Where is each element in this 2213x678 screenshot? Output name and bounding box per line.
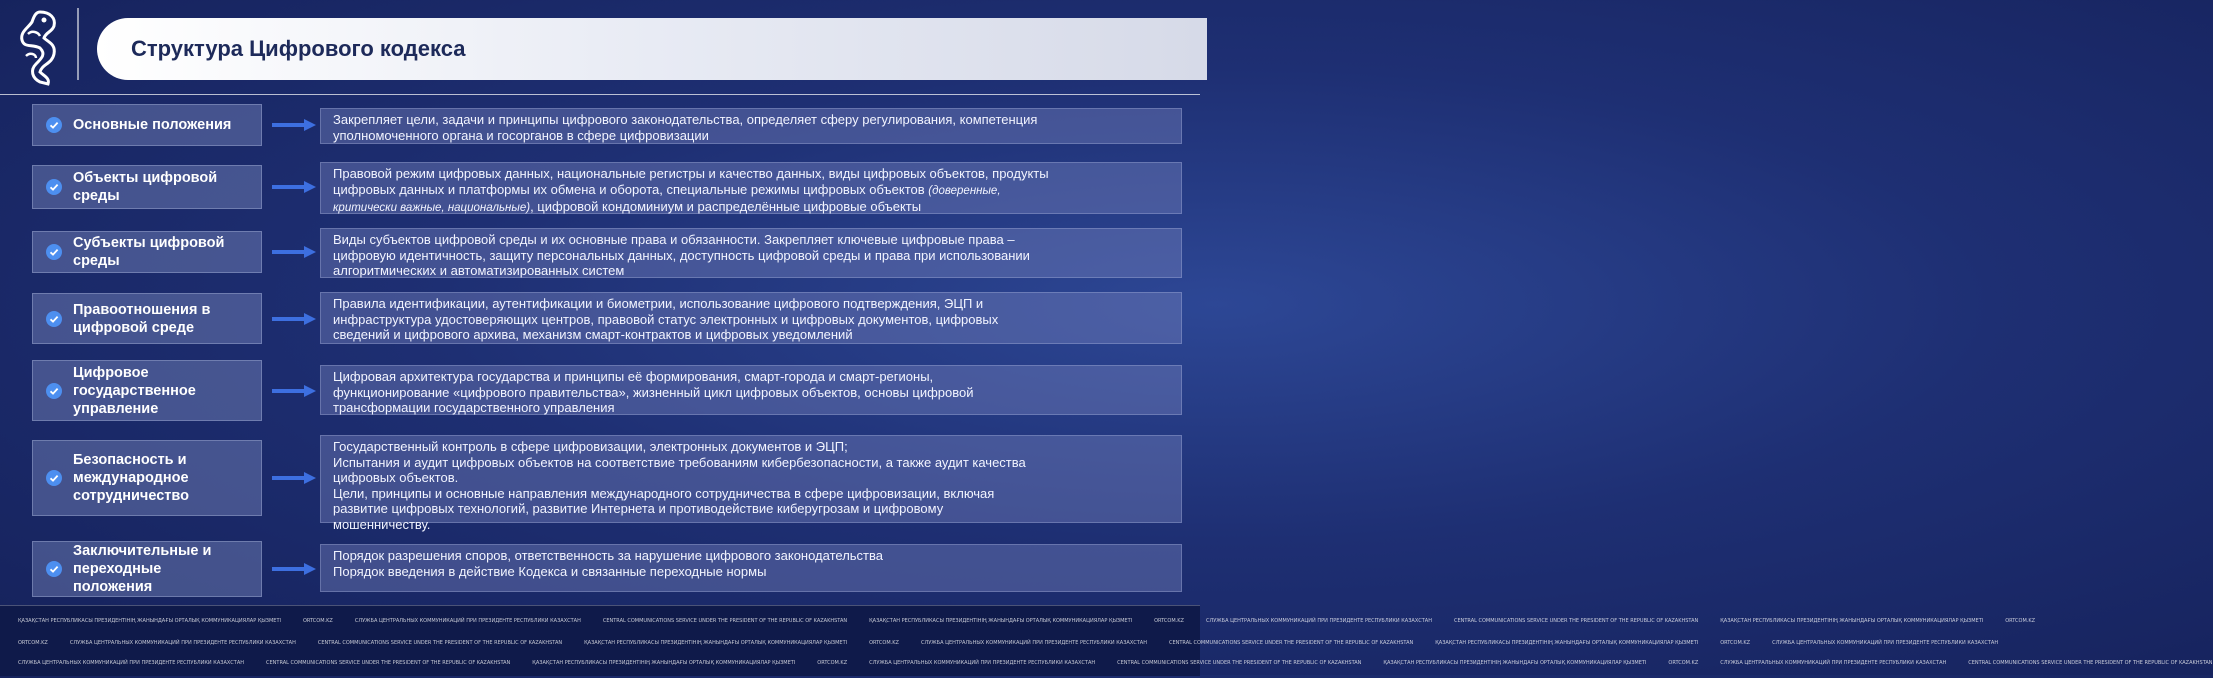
footer-watermark-text: ҚАЗАҚСТАН РЕСПУБЛИКАСЫ ПРЕЗИДЕНТІНІҢ ЖАНЫНДАҒЫ ОРТАЛЫҚ КОММУНИКАЦИЯЛАР ҚЫЗМЕТІ xyxy=(869,618,1133,624)
header-rule xyxy=(0,94,1200,95)
footer-line xyxy=(0,640,1999,658)
description-italic-start: (доверенные, xyxy=(928,184,1001,197)
description-line: мошенничеству. xyxy=(333,516,431,532)
footer-watermark-text: СЛУЖБА ЦЕНТРАЛЬНЫХ КОММУНИКАЦИЙ ПРИ ПРЕЗИДЕНТЕ РЕСПУБЛИКИ КАЗАХСТАН xyxy=(1205,618,1432,624)
check-circle-icon xyxy=(46,179,62,195)
footer-watermark-text: ORTCOM.KZ xyxy=(2005,618,2036,624)
description-line: сведений и цифрового архива, механизм смарт-контрактов и цифровых уведомлений xyxy=(333,327,853,342)
description-line: уполномоченного органа и госорганов в сфере цифровизации xyxy=(333,127,709,143)
description-line: цифровых данных и платформы их обмена и оборота, специальные режимы цифровых объектов (доверенные, xyxy=(333,181,1001,197)
section-description xyxy=(320,108,1182,144)
check-circle-icon xyxy=(46,117,62,133)
section-label: Субъекты цифровой среды xyxy=(73,235,225,269)
section-label: Заключительные и переходные положения xyxy=(73,543,212,595)
footer-watermark-text: ORTCOM.KZ xyxy=(1668,660,1699,666)
description-line: Испытания и аудит цифровых объектов на соответствие требованиям кибербезопасности, а также аудит качества xyxy=(333,454,1026,470)
arrow-right-icon xyxy=(272,563,316,575)
header-divider xyxy=(77,8,79,80)
description-line-end: , цифровой кондоминиум и распределённые цифровые объекты xyxy=(530,199,922,214)
page-title: Структура Цифрового кодекса xyxy=(131,36,466,61)
description-line: Правовой режим цифровых данных, национальные регистры и качество данных, виды цифровых объектов, продукты xyxy=(333,166,1049,181)
description-line: трансформации государственного управления xyxy=(333,400,615,415)
section-label: Безопасность и международное сотрудничество xyxy=(73,452,189,504)
footer-watermark-text: СЛУЖБА ЦЕНТРАЛЬНЫХ КОММУНИКАЦИЙ ПРИ ПРЕЗИДЕНТЕ РЕСПУБЛИКИ КАЗАХСТАН xyxy=(18,660,245,666)
footer-watermark-text: ORTCOM.KZ xyxy=(1154,618,1184,624)
footer-watermark-text: СЛУЖБА ЦЕНТРАЛЬНЫХ КОММУНИКАЦИЙ ПРИ ПРЕЗИДЕНТЕ РЕСПУБЛИКИ КАЗАХСТАН xyxy=(1772,640,1999,646)
footer-watermark-text: ҚАЗАҚСТАН РЕСПУБЛИКАСЫ ПРЕЗИДЕНТІНІҢ ЖАНЫНДАҒЫ ОРТАЛЫҚ КОММУНИКАЦИЯЛАР ҚЫЗМЕТІ xyxy=(18,618,281,624)
footer-watermark-text: CENTRAL COMMUNICATIONS SERVICE UNDER THE PRESIDENT OF THE REPUBLIC OF KAZAKHSTAN xyxy=(1968,660,2213,666)
section-label: Цифровое государственное управление xyxy=(73,364,196,417)
section-label-box xyxy=(32,360,262,421)
check-circle-icon xyxy=(46,470,62,486)
description-line: цифровых объектов. xyxy=(333,470,459,485)
description-line: функционирование «цифрового правительства», жизненный цикл цифровых объектов, основы цифровой xyxy=(333,384,974,400)
description-line: развитие цифровых технологий, развитие Интернета и противодействие киберугрозам и цифровому xyxy=(333,501,944,516)
footer-watermark-text: CENTRAL COMMUNICATIONS SERVICE UNDER THE PRESIDENT OF THE REPUBLIC OF KAZAKHSTAN xyxy=(602,618,848,624)
description-line: Виды субъектов цифровой среды и их основные права и обязанности. Закрепляет ключевые цифровые права – xyxy=(333,232,1015,247)
section-label: Основные положения xyxy=(73,117,232,133)
arrow-right-icon xyxy=(272,313,316,325)
footer-line xyxy=(0,618,2036,636)
description-line: Закрепляет цели, задачи и принципы цифрового законодательства, определяет сферу регулирования, компетенция xyxy=(333,112,1038,127)
footer-watermark-text: ORTCOM.KZ xyxy=(303,618,333,624)
footer-watermark-strip xyxy=(0,605,2213,676)
description-line: алгоритмических и автоматизированных систем xyxy=(333,263,625,278)
section-description xyxy=(320,292,1182,344)
snow-leopard-emblem-icon xyxy=(10,8,62,86)
description-line xyxy=(333,199,1169,217)
section-label: Правоотношения в цифровой среде xyxy=(73,301,211,336)
description-line: инфраструктура удостоверяющих центров, правовой статус электронных и цифровых документов, цифровых xyxy=(333,311,999,327)
footer-watermark-text: СЛУЖБА ЦЕНТРАЛЬНЫХ КОММУНИКАЦИЙ ПРИ ПРЕЗИДЕНТЕ РЕСПУБЛИКИ КАЗАХСТАН xyxy=(69,640,296,646)
footer-watermark-text: ҚАЗАҚСТАН РЕСПУБЛИКАСЫ ПРЕЗИДЕНТІНІҢ ЖАНЫНДАҒЫ ОРТАЛЫҚ КОММУНИКАЦИЯЛАР ҚЫЗМЕТІ xyxy=(1383,660,1647,666)
arrow-right-icon xyxy=(272,119,316,131)
check-circle-icon xyxy=(46,311,62,327)
arrow-right-icon xyxy=(272,385,316,397)
description-line: Порядок разрешения споров, ответственность за нарушение цифрового законодательства xyxy=(333,548,883,563)
footer-watermark-text: СЛУЖБА ЦЕНТРАЛЬНЫХ КОММУНИКАЦИЙ ПРИ ПРЕЗИДЕНТЕ РЕСПУБЛИКИ КАЗАХСТАН xyxy=(920,640,1147,646)
footer-watermark-text: CENTRAL COMMUNICATIONS SERVICE UNDER THE PRESIDENT OF THE REPUBLIC OF KAZAKHSTAN xyxy=(1117,660,1362,666)
footer-watermark-text: ORTCOM.KZ xyxy=(817,660,848,666)
section-description xyxy=(320,365,1182,415)
description-italic: критически важные, национальные) xyxy=(333,202,531,214)
footer-watermark-text: ORTCOM.KZ xyxy=(18,640,48,646)
footer-watermark-text: ҚАЗАҚСТАН РЕСПУБЛИКАСЫ ПРЕЗИДЕНТІНІҢ ЖАНЫНДАҒЫ ОРТАЛЫҚ КОММУНИКАЦИЯЛАР ҚЫЗМЕТІ xyxy=(1720,618,1984,624)
section-label-box xyxy=(32,541,262,597)
footer-watermark-text: ҚАЗАҚСТАН РЕСПУБЛИКАСЫ ПРЕЗИДЕНТІНІҢ ЖАНЫНДАҒЫ ОРТАЛЫҚ КОММУНИКАЦИЯЛАР ҚЫЗМЕТІ xyxy=(584,640,848,646)
footer-watermark-text: СЛУЖБА ЦЕНТРАЛЬНЫХ КОММУНИКАЦИЙ ПРИ ПРЕЗИДЕНТЕ РЕСПУБЛИКИ КАЗАХСТАН xyxy=(869,660,1096,666)
footer-watermark-text: CENTRAL COMMUNICATIONS SERVICE UNDER THE PRESIDENT OF THE REPUBLIC OF KAZAKHSTAN xyxy=(266,660,511,666)
description-line: Порядок введения в действие Кодекса и связанные переходные нормы xyxy=(333,563,767,579)
footer-watermark-text: ORTCOM.KZ xyxy=(1720,640,1751,646)
footer-line xyxy=(0,660,2213,678)
description-line: цифровую идентичность, защиту персональных данных, доступность цифровой среды и права при использовании xyxy=(333,247,1030,263)
section-label-box xyxy=(32,440,262,516)
section-description xyxy=(320,435,1182,532)
section-label-box xyxy=(32,165,262,209)
description-line: Цифровая архитектура государства и принципы её формирования, смарт-города и смарт-регионы, xyxy=(333,369,934,384)
section-description xyxy=(320,162,1182,214)
section-label-box xyxy=(32,104,262,146)
arrow-right-icon xyxy=(272,472,316,484)
check-circle-icon xyxy=(46,383,62,399)
description-line: Правила идентификации, аутентификации и биометрии, использование цифрового подтверждения, ЭЦП и xyxy=(333,296,984,311)
arrow-right-icon xyxy=(272,246,316,258)
footer-watermark-text: ҚАЗАҚСТАН РЕСПУБЛИКАСЫ ПРЕЗИДЕНТІНІҢ ЖАНЫНДАҒЫ ОРТАЛЫҚ КОММУНИКАЦИЯЛАР ҚЫЗМЕТІ xyxy=(532,660,796,666)
check-circle-icon xyxy=(46,561,62,577)
footer-watermark-text: СЛУЖБА ЦЕНТРАЛЬНЫХ КОММУНИКАЦИЙ ПРИ ПРЕЗИДЕНТЕ РЕСПУБЛИКИ КАЗАХСТАН xyxy=(1720,660,1947,666)
footer-watermark-text: CENTRAL COMMUNICATIONS SERVICE UNDER THE PRESIDENT OF THE REPUBLIC OF KAZAKHSTAN xyxy=(1168,640,1414,646)
description-line: Цели, принципы и основные направления международного сотрудничества в сфере цифровизации, включая xyxy=(333,485,995,501)
description-line: Государственный контроль в сфере цифровизации, электронных документов и ЭЦП; xyxy=(333,439,848,454)
footer-watermark-text: СЛУЖБА ЦЕНТРАЛЬНЫХ КОММУНИКАЦИЙ ПРИ ПРЕЗИДЕНТЕ РЕСПУБЛИКИ КАЗАХСТАН xyxy=(354,618,581,624)
arrow-right-icon xyxy=(272,181,316,193)
section-label-box xyxy=(32,231,262,273)
footer-watermark-text: ORTCOM.KZ xyxy=(869,640,899,646)
section-label-box xyxy=(32,293,262,344)
footer-watermark-text: CENTRAL COMMUNICATIONS SERVICE UNDER THE PRESIDENT OF THE REPUBLIC OF KAZAKHSTAN xyxy=(317,640,563,646)
section-description xyxy=(320,228,1182,278)
section-description xyxy=(320,544,1182,592)
section-label: Объекты цифровой среды xyxy=(73,170,218,204)
footer-watermark-text: ҚАЗАҚСТАН РЕСПУБЛИКАСЫ ПРЕЗИДЕНТІНІҢ ЖАНЫНДАҒЫ ОРТАЛЫҚ КОММУНИКАЦИЯЛАР ҚЫЗМЕТІ xyxy=(1435,640,1699,646)
title-bar xyxy=(97,18,1207,80)
check-circle-icon xyxy=(46,244,62,260)
footer-watermark-text: CENTRAL COMMUNICATIONS SERVICE UNDER THE PRESIDENT OF THE REPUBLIC OF KAZAKHSTAN xyxy=(1453,618,1699,624)
